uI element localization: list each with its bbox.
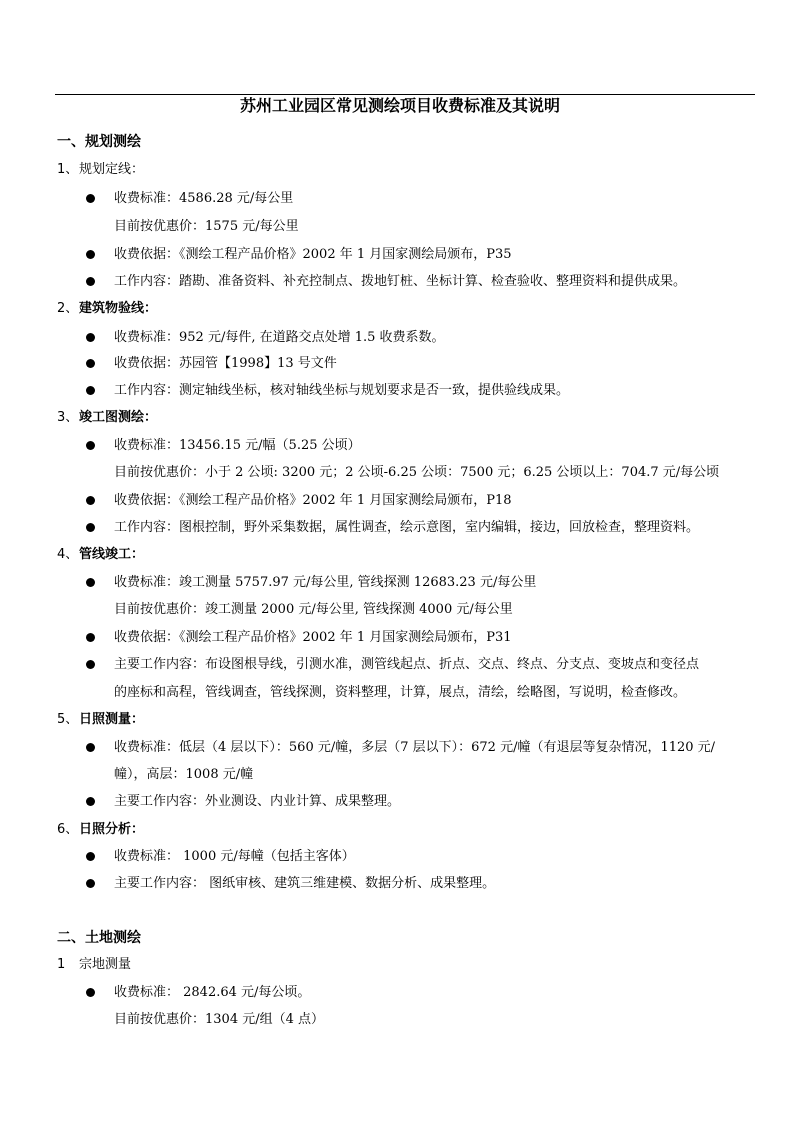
list-item: 收费依据：《测绘工程产品价格》2002 年 1 月国家测绘局颁布，P18 (114, 493, 512, 508)
subsection-heading (57, 409, 157, 427)
list-item-continuation: 目前按优惠价：1575 元/每公里 (114, 219, 299, 234)
subsection-number: 1、 (57, 162, 79, 177)
subsection-label: 规划定线： (79, 162, 145, 177)
bullet-icon (86, 194, 95, 203)
list-item: 主要工作内容：布设图根导线，引测水准，测管线起点、折点、交点、终点、分支点、变坡点和变径点 (114, 657, 700, 672)
bullet-icon (86, 496, 95, 505)
list-item: 主要工作内容：外业测设、内业计算、成果整理。 (114, 794, 401, 809)
subsection-heading (57, 300, 157, 318)
list-item: 收费标准：竣工测量 5757.97 元/每公里, 管线探测 12683.23 元/每公里 (114, 575, 537, 590)
bullet-icon (86, 333, 95, 342)
subsection-heading (57, 161, 144, 179)
subsection-label: 建筑物验线： (79, 301, 158, 316)
bullet-icon (86, 578, 95, 587)
list-item-continuation: 的座标和高程，管线调查，管线探测，资料整理，计算，展点，清绘，绘略图，写说明，检查修改。 (114, 685, 687, 700)
list-item: 主要工作内容： 图纸审核、建筑三维建模、数据分析、成果整理。 (114, 876, 496, 891)
bullet-icon (86, 250, 95, 259)
page-title: 苏州工业园区常见测绘项目收费标准及其说明 (239, 96, 560, 115)
subsection-label: 管线竣工： (79, 547, 145, 562)
header-rule (55, 94, 755, 95)
subsection-number: 5、 (57, 712, 79, 727)
list-item: 收费标准： 1000 元/每幢（包括主客体） (114, 849, 355, 864)
list-item-continuation: 幢），高层：1008 元/幢 (114, 767, 254, 782)
bullet-icon (86, 879, 95, 888)
subsection-heading (57, 956, 131, 974)
subsection-label: 日照分析： (79, 822, 145, 837)
list-item: 工作内容：踏勘、准备资料、补充控制点、拨地钉桩、坐标计算、检查验收、整理资料和提供成果。 (114, 274, 687, 289)
bullet-icon (86, 633, 95, 642)
subsection-number: 4、 (57, 547, 79, 562)
bullet-icon (86, 523, 95, 532)
list-item-continuation: 目前按优惠价：1304 元/组（4 点） (114, 1012, 324, 1027)
list-item: 收费标准：13456.15 元/幅（5.25 公顷） (114, 438, 361, 453)
bullet-icon (86, 797, 95, 806)
list-item-continuation: 目前按优惠价：小于 2 公顷: 3200 元；2 公顷-6.25 公顷：7500 元；6.25 公顷以上：704.7 元/每公顷 (114, 465, 720, 480)
subsection-number: 1 (57, 957, 66, 972)
subsection-label: 日照测量： (79, 712, 145, 727)
subsection-heading (57, 711, 144, 729)
subsection-label: 宗地测量 (79, 957, 132, 972)
bullet-icon (86, 743, 95, 752)
bullet-icon (86, 660, 95, 669)
bullet-icon (86, 441, 95, 450)
subsection-number: 3、 (57, 410, 79, 425)
bullet-icon (86, 277, 95, 286)
list-item: 收费标准：4586.28 元/每公里 (114, 191, 294, 206)
list-item: 工作内容：图根控制，野外采集数据，属性调查，绘示意图，室内编辑，接边，回放检查，整理资料。 (114, 520, 700, 535)
bullet-icon (86, 359, 95, 368)
section-heading: 一、规划测绘 (57, 134, 141, 150)
subsection-number: 2、 (57, 301, 79, 316)
bullet-icon (86, 386, 95, 395)
list-item: 收费依据：《测绘工程产品价格》2002 年 1 月国家测绘局颁布，P31 (114, 630, 512, 645)
subsection-heading (57, 546, 144, 564)
list-item: 工作内容：测定轴线坐标，核对轴线坐标与规划要求是否一致，提供验线成果。 (114, 383, 570, 398)
list-item: 收费依据：苏园管【1998】13 号文件 (114, 356, 337, 371)
list-item: 收费标准：952 元/每件, 在道路交点处增 1.5 收费系数。 (114, 330, 445, 345)
section-heading: 二、土地测绘 (57, 930, 141, 946)
subsection-number: 6、 (57, 822, 79, 837)
list-item: 收费标准：低层（4 层以下）：560 元/幢，多层（7 层以下）：672 元/幢（有退层等复杂情况，1120 元/ (114, 740, 716, 755)
bullet-icon (86, 988, 95, 997)
list-item: 收费依据：《测绘工程产品价格》2002 年 1 月国家测绘局颁布，P35 (114, 247, 512, 262)
list-item: 收费标准： 2842.64 元/每公顷。 (114, 985, 311, 1000)
subsection-heading (57, 821, 144, 839)
list-item-continuation: 目前按优惠价：竣工测量 2000 元/每公里, 管线探测 4000 元/每公里 (114, 602, 513, 617)
bullet-icon (86, 852, 95, 861)
subsection-label: 竣工图测绘： (79, 410, 158, 425)
